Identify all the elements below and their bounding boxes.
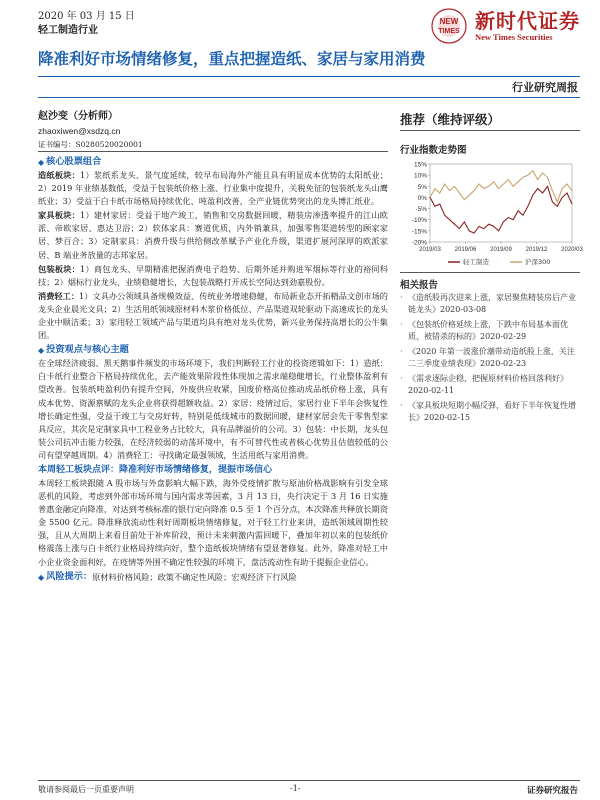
related-report-link[interactable]: 《造纸股再次迎来上涨，家居聚焦精装房后产业链龙头》2020-03-08	[408, 293, 576, 314]
rating: 推荐（维持评级）	[400, 112, 501, 127]
author-divider	[38, 151, 388, 152]
header-divider	[38, 97, 580, 98]
footer-disclaimer: 敬请参阅最后一页重要声明	[38, 785, 134, 794]
report-header-info	[38, 10, 135, 38]
index-trend-chart	[400, 158, 583, 270]
y-tick-label: -5%	[415, 206, 427, 214]
x-tick-label: 2019/12	[525, 247, 548, 253]
related-report-link[interactable]: 《家具板块短期小幅反弹，看好下半年恢复性增长》2020-02-15	[408, 401, 576, 422]
related-report-item[interactable]: · 《包装纸价格延续上涨，下跌中布局基本面优质、被错杀的标的》2020-02-29	[400, 319, 578, 343]
title-divider	[38, 76, 580, 77]
report-type: 行业研究周报	[512, 81, 578, 94]
author-cert: 证书编号：S0280520020001	[38, 140, 143, 149]
related-report-item[interactable]: · 《2020 年第一波涨价潮带动造纸股上涨，关注二三季度业绩表现》2020-02-23	[400, 346, 578, 370]
x-tick-label: 2019/09	[490, 247, 512, 253]
author-email[interactable]: zhaoxiwen@xsdzq.cn	[38, 126, 121, 136]
paragraph-investment-logic: 在全球经济疲弱、黑天鹅事件频发的市场环境下，我们判断轻工行业的投资逻辑如下：1）造纸：白卡纸行业整合下格局持续优化，去产能效果阶段性体现加之需求端稳健增长，行业整体盈利有望改善。包装纸吨盈利仍有提升空间，外废供应收紧，国废价格高位推动成品纸价格上涨，具有成本优势、资源禀赋的龙头企业将获得超额收益。2）家居：疫情过后，家居行业下半年会恢复性增长确定性强，受益于竣工与交房好转，特别是低线城市的数据回暖，建材家居会先于零售型家具反应，其次是定制家具中工程业务占比较大，具有品牌溢价的公司。3）包装：中长期，龙头包装公司抗冲击能力较强，在经济较弱的动荡环境中，有不可替代性或者核心优势且估值较低的公司有望穿越周期。4）消费轻工：寻找确定最强领域，生活用纸与家用消费。	[38, 358, 388, 460]
author-name: 赵沙变（分析师）	[38, 111, 118, 122]
section-heading-investment-view: ◆ 投资观点与核心主题	[38, 344, 129, 356]
footer-label: 证券研究报告	[526, 786, 578, 796]
report-date: 2020 年 03 月 15 日	[38, 11, 135, 22]
x-tick-label: 2020/03	[561, 247, 583, 253]
industry-category: 轻工制造行业	[38, 25, 98, 36]
related-report-link[interactable]: 《包装纸价格延续上涨，下跌中布局基本面优质、被错杀的标的》2020-02-29	[408, 320, 568, 341]
related-reports-title: 相关报告	[400, 280, 439, 291]
section-heading-weekly-review: 本周轻工板块点评：降准利好市场情绪修复，提振市场信心	[38, 464, 273, 475]
related-report-item[interactable]: · 《需求逐际企稳，把握原材料价格回落利好》2020-02-11	[400, 373, 578, 397]
y-tick-label: -15%	[411, 228, 427, 236]
report-title: 降准利好市场情绪修复，重点把握造纸、家居与家用消费	[38, 49, 426, 68]
related-reports-list	[400, 292, 578, 427]
logo-mark-top: NEW	[439, 17, 459, 26]
chart-frame	[430, 164, 572, 242]
paragraph-consumer: 消费轻工：1）文具办公领域具备规模效益、传统业务增速稳健，布局新业态开拓精品文创市场的龙头企业晨光文具；2）生活用纸领域原材料木浆价格低位、产品渠道双轮驱动下高速成长的龙头企业中顺洁柔；3）家用轻工领域产品与渠道均具有绝对龙头优势，新兴业务保持高增长的公牛集团。	[38, 290, 388, 341]
y-tick-label: 5%	[417, 183, 427, 191]
legend-label: 沪深300	[525, 258, 551, 266]
series-line-light-industry	[430, 186, 572, 233]
diamond-bullet-icon: ◆	[38, 157, 45, 167]
diamond-bullet-icon: ◆	[38, 345, 45, 356]
section-heading-risk: ◆ 风险提示： 原材料价格风险；政策不确定性风险；宏观经济下行风险	[38, 570, 297, 582]
related-report-item[interactable]: · 《家具板块短期小幅反弹，看好下半年恢复性增长》2020-02-15	[400, 401, 576, 422]
y-tick-label: 0%	[417, 194, 427, 202]
logo-chinese-name: 新时代证券	[475, 8, 580, 33]
chart-divider	[400, 272, 580, 273]
author-block	[38, 110, 143, 152]
y-tick-label: -20%	[411, 239, 427, 247]
y-tick-label: -10%	[411, 217, 427, 225]
risk-text: 原材料价格风险；政策不确定性风险；宏观经济下行风险	[92, 571, 297, 582]
logo-mark-bottom: TIMES	[438, 28, 460, 35]
diamond-bullet-icon: ◆	[38, 571, 45, 582]
paragraph-packaging: 包装板块：1）商包龙头、早期精准把握消费电子趋势、后期外延并购进军烟标等行业的裕同科技；2）烟标行业龙头、业绩稳健增长，大包装战略打开成长空间达到劲嘉股份。	[38, 263, 388, 287]
related-report-link[interactable]: 《需求逐际企稳，把握原材料价格回落利好》2020-02-11	[408, 374, 568, 395]
main-content	[38, 155, 388, 584]
paragraph-weekly-review: 本周轻工板块跟随 A 股市场与外盘影响大幅下跌，海外受疫情扩散与原油价格战影响有引发全球恶机的风险，考虑到外部市场环境与国内需求等因素，3 月 13 日，央行决定于 3 月 16 日实施普惠金融定向降准，对达到考核标准的银行定向降准 0.5 至 1 个百分点，本次降准共释放长期资金 5500 亿元。降准释放流动性利好周期板块情绪修复，对于轻工行业来讲，造纸领域周期性较强，且从大周期上来看目前处于补库阶段，预计未来刺激内需回暖下，叠加年初以来的包装纸价格震荡上涨与白卡纸行业格局持续向好，整个造纸板块情绪有望显著修复。此外，降准对轻工中小企业资金面利好，在疫情等外围不确定性较强的环境下，盘活流动性有助于提振企业信心。	[38, 477, 388, 567]
paragraph-paper: 造纸板块：1）浆纸系龙头、景气度延续，较早布局海外产能且具有明显成本优势的太阳纸业；2）2019 年业绩基数低，受益于包装纸价格上涨、行业集中度提升，关税免征的包装纸龙头山鹰纸业；3）受益于白卡纸市场格局持续优化、吨盈利改善，全产业链优势突出的龙头博汇纸业。	[38, 170, 388, 207]
related-report-item[interactable]: · 《造纸股再次迎来上涨，家居聚焦精装房后产业链龙头》2020-03-08	[400, 293, 576, 314]
y-tick-label: 10%	[413, 172, 427, 180]
logo-mark-icon	[427, 6, 471, 46]
section-heading-core-stocks: ◆ 核心股票组合	[38, 156, 102, 167]
page-number: -1-	[290, 784, 301, 793]
legend-label: 轻工制造	[463, 258, 489, 266]
company-logo	[427, 6, 580, 46]
rating-divider	[400, 130, 580, 131]
x-tick-label: 2019/06	[454, 247, 477, 253]
paragraph-furniture: 家具板块：1）建材家居：受益于地产竣工，销售和交房数据回暖，精装房渗透率提升的江山欧派、帝欧家居、惠达卫浴；2）软体家具：赛道优质，内外销兼具，加强零售渠道转型的顾家家居、梦百合；3）定制家具：消费升级与供给侧改革赋予产业化升级，渠道扩展河深厚的欧派家居、B 端业务放量的志邦家居。	[38, 210, 388, 260]
chart-title: 行业指数走势图	[400, 145, 467, 156]
y-tick-label: 15%	[413, 161, 427, 169]
logo-english-name: New Times Securities	[475, 31, 553, 42]
footer-divider	[38, 780, 580, 781]
x-tick-label: 2019/03	[419, 247, 441, 253]
related-report-link[interactable]: 《2020 年第一波涨价潮带动造纸股上涨，关注二三季度业绩表现》2020-02-23	[408, 347, 575, 368]
